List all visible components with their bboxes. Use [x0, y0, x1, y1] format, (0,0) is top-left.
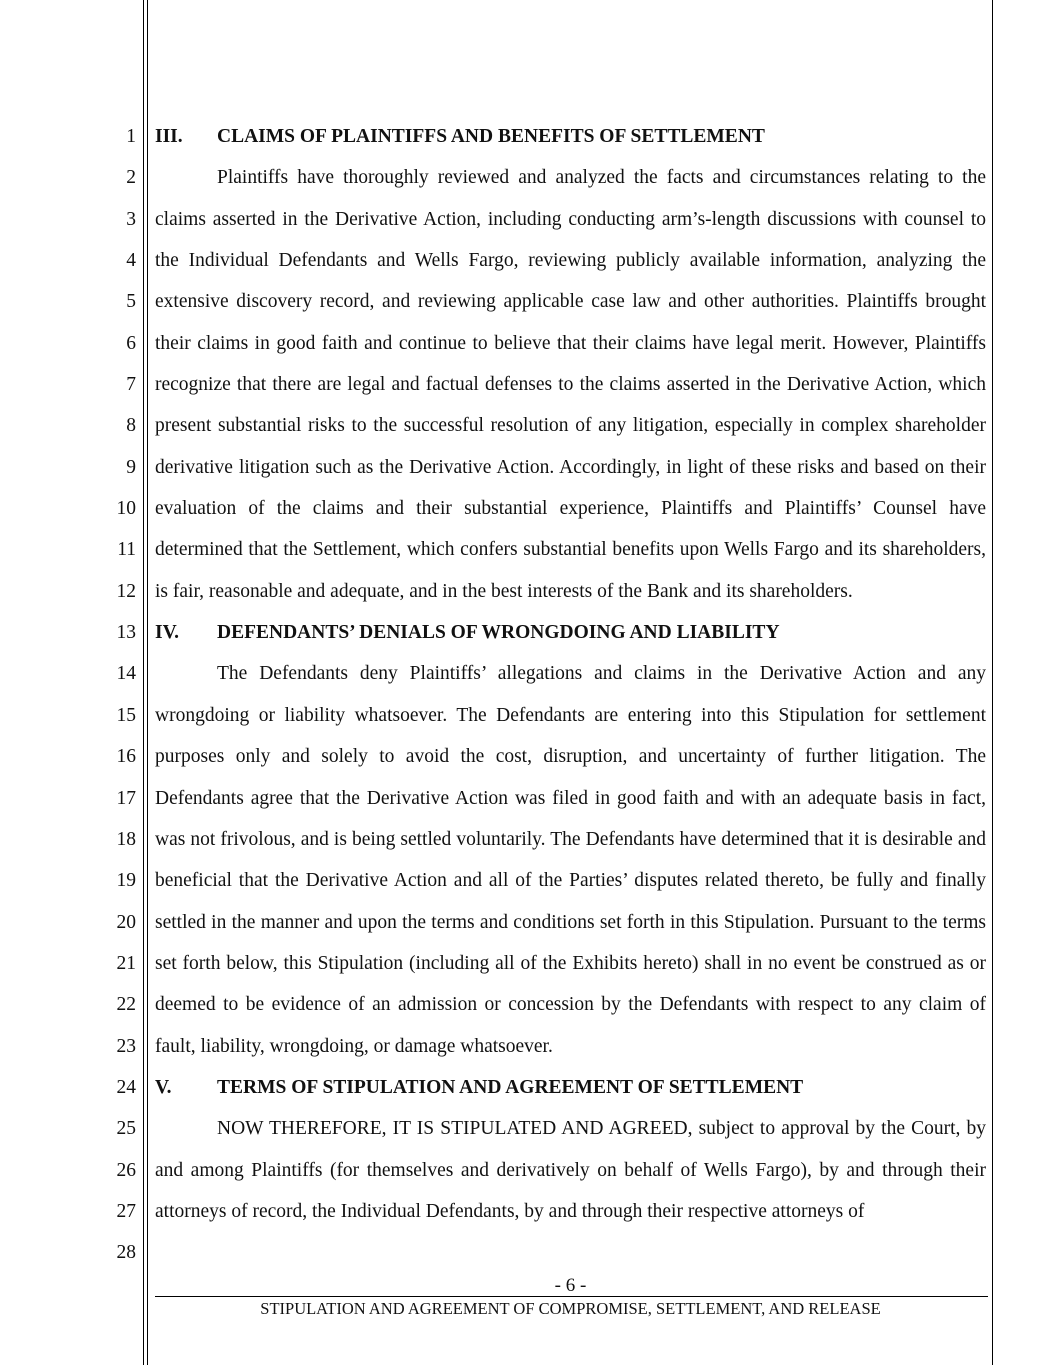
section-heading-denials: [155, 612, 986, 653]
section-paragraph-terms: NOW THEREFORE, IT IS STIPULATED AND AGREED, subject to approval by the Court, by and among Plaintiffs (for themselves and derivatively on behalf of Wells Fargo), by and through their attorneys of record, the Individual Defendants, by and through their respective attorneys of: [155, 1118, 986, 1222]
line-number: 19: [116, 870, 136, 892]
section-heading-claims: [155, 116, 986, 157]
document-body: [155, 116, 986, 1232]
line-number: 9: [126, 456, 136, 478]
line-number: 1: [126, 126, 136, 147]
line-number: 14: [116, 663, 136, 685]
section-number: V.: [155, 1076, 172, 1098]
section-heading-terms: [155, 1067, 986, 1108]
line-number: 23: [116, 1035, 136, 1057]
left-margin-rule-outer: [143, 0, 144, 1365]
line-number: 6: [126, 332, 136, 354]
right-margin-rule: [992, 0, 993, 1365]
left-margin-rule-inner: [147, 0, 148, 1365]
section-paragraph-denials: The Defendants deny Plaintiffs’ allegations and claims in the Derivative Action and any wrongdoing or liability whatsoever. The Defendants are entering into this Stipulation for settlement purposes only and solely to avoid the cost, disruption, and uncertainty of further litigation. The Defendants agree that the Derivative Action was filed in good faith and with an adequate basis in fact, was not frivolous, and is being settled voluntarily. The Defendants have determined that it is desirable and beneficial that the Derivative Action and all of the Parties’ disputes related thereto, be fully and finally settled in the manner and upon the terms and conditions set forth in this Stipulation. Pursuant to the terms set forth below, this Stipulation (including all of the Exhibits hereto) shall in no event be construed as or deemed to be evidence of an admission or concession by the Defendants with respect to any claim of fault, liability, wrongdoing, or damage whatsoever.: [155, 663, 986, 1057]
line-number: 11: [117, 539, 136, 561]
line-number: 25: [116, 1118, 136, 1140]
line-number: 17: [116, 787, 136, 809]
line-number: 16: [116, 746, 136, 768]
line-number: 8: [126, 415, 136, 437]
line-number: 5: [126, 291, 136, 313]
page-number: - 6 -: [554, 1275, 587, 1296]
line-number: 12: [116, 580, 136, 602]
section-title: CLAIMS OF PLAINTIFFS AND BENEFITS OF SETTLEMENT: [217, 126, 765, 147]
line-number: 22: [116, 994, 136, 1016]
line-number: 13: [116, 622, 136, 644]
section-title: TERMS OF STIPULATION AND AGREEMENT OF SETTLEMENT: [217, 1076, 804, 1098]
section-title: DEFENDANTS’ DENIALS OF WRONGDOING AND LIABILITY: [217, 622, 780, 644]
line-number: 26: [116, 1159, 136, 1181]
line-number: 4: [126, 250, 136, 272]
footer-document-title: STIPULATION AND AGREEMENT OF COMPROMISE, SETTLEMENT, AND RELEASE: [260, 1299, 881, 1318]
section-paragraph-claims: Plaintiffs have thoroughly reviewed and analyzed the facts and circumstances relating to the claims asserted in the Derivative Action, including conducting arm’s-length discussions with counsel to the Individual Defendants and Wells Fargo, reviewing publicly available information, analyzing the extensive discovery record, and reviewing applicable case law and other authorities. Plaintiffs brought their claims in good faith and continue to believe that their claims have legal merit. However, Plaintiffs recognize that there are legal and factual defenses to the claims asserted in the Derivative Action, which present substantial risks to the successful resolution of any litigation, especially in complex shareholder derivative litigation such as the Derivative Action. Accordingly, in light of these risks and based on their evaluation of the claims and their substantial experience, Plaintiffs and Plaintiffs’ Counsel have determined that the Settlement, which confers substantial benefits upon Wells Fargo and its shareholders, is fair, reasonable and adequate, and in the best interests of the Bank and its shareholders.: [155, 167, 986, 602]
pleading-line-numbers: [96, 116, 136, 1274]
line-number: 27: [116, 1200, 136, 1222]
line-number: 3: [126, 208, 136, 230]
line-number: 2: [126, 167, 136, 189]
line-number: 18: [116, 828, 136, 850]
line-number: 28: [116, 1242, 136, 1264]
footer-divider: [155, 1296, 988, 1297]
line-number: 10: [116, 498, 136, 520]
line-number: 21: [116, 952, 136, 974]
section-number: IV.: [155, 622, 180, 644]
line-number: 24: [116, 1076, 136, 1098]
section-number: III.: [155, 126, 183, 147]
line-number: 7: [126, 374, 136, 396]
line-number: 15: [116, 704, 136, 726]
line-number: 20: [116, 911, 136, 933]
